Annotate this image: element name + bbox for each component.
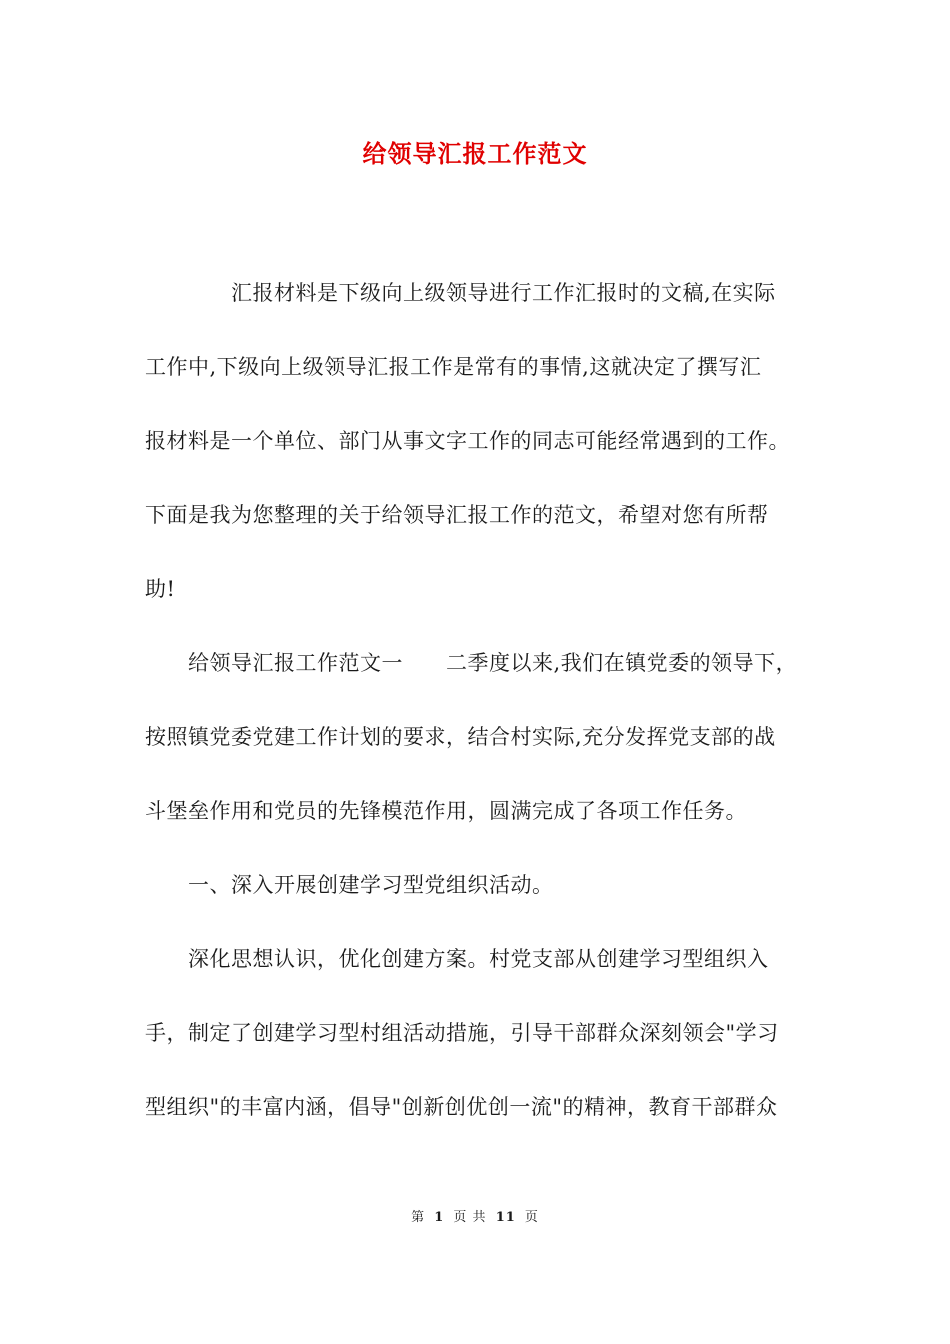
body-line: 汇报材料是下级向上级领导进行工作汇报时的文稿,在实际 [145,281,776,305]
body-line: 下面是我为您整理的关于给领导汇报工作的范文，希望对您有所帮 [145,503,769,527]
page-footer [0,1206,950,1225]
current-page-number: 1 [434,1210,445,1225]
body-line: 工作中,下级向上级领导汇报工作是常有的事情,这就决定了撰写汇 [145,355,762,379]
body-line: 按照镇党委党建工作计划的要求，结合村实际,充分发挥党支部的战 [145,725,776,749]
body-line: 手，制定了创建学习型村组活动措施，引导干部群众深刻领会"学习 [145,1021,779,1045]
document-body [145,256,810,1144]
body-line: 斗堡垒作用和党员的先锋模范作用，圆满完成了各项工作任务。 [145,799,747,823]
body-line: 助! [145,577,176,601]
total-pages-number: 11 [495,1210,516,1225]
body-line: 深化思想认识，优化创建方案。村党支部从创建学习型组织入 [145,947,769,971]
footer-prefix: 第 [411,1210,426,1225]
footer-mid: 页 共 [453,1210,487,1225]
footer-suffix: 页 [524,1210,539,1225]
body-line: 一、深入开展创建学习型党组织活动。 [145,873,554,897]
body-line: 报材料是一个单位、部门从事文字工作的同志可能经常遇到的工作。 [145,429,790,453]
body-line: 型组织"的丰富内涵，倡导"创新创优创一流"的精神，教育干部群众 [145,1095,778,1119]
body-line: 给领导汇报工作范文一 二季度以来,我们在镇党委的领导下， [145,651,798,675]
document-title: 给领导汇报工作范文 [362,139,588,168]
